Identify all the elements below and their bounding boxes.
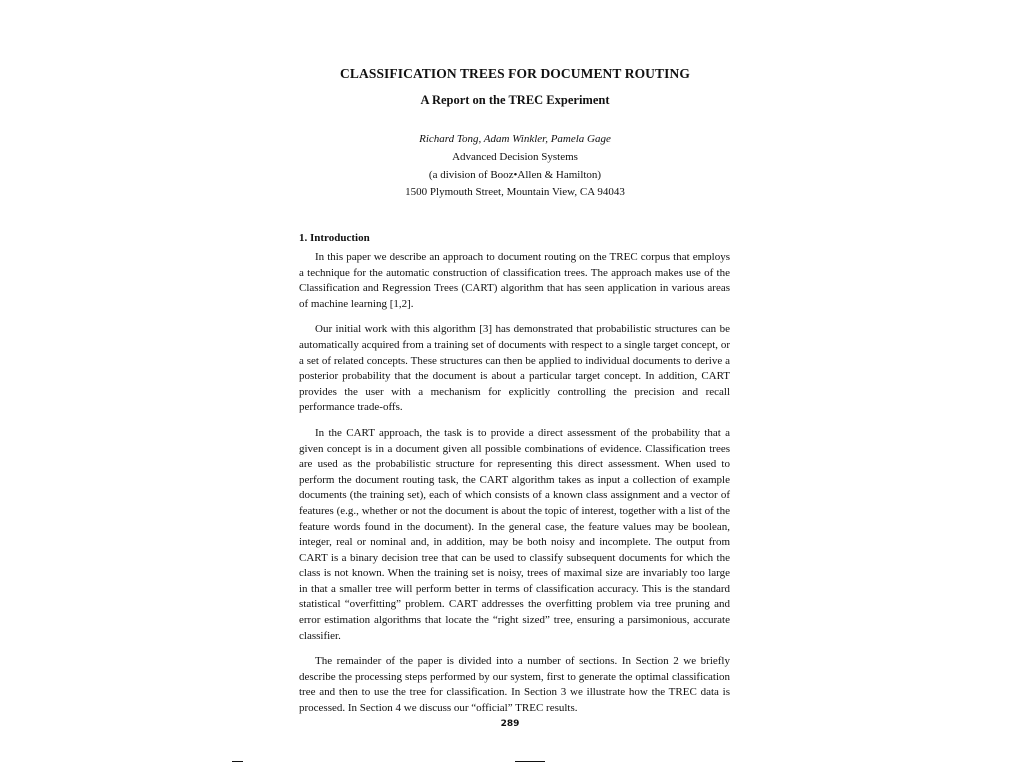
affiliation-address: 1500 Plymouth Street, Mountain View, CA 94043: [405, 186, 625, 198]
paragraph: The remainder of the paper is divided into a number of sections. In Section 2 we briefly describe the processing steps performed by our system, first to generate the optimal classification tree and then to use the tree for classification. In Section 3 we illustrate how the TREC data is processed. In Section 4 we discuss our “official” TREC results.: [299, 655, 730, 715]
affiliation-organization: Advanced Decision Systems: [452, 151, 578, 163]
author-list: Richard Tong, Adam Winkler, Pamela Gage: [419, 133, 611, 145]
footer-rule-right: [515, 761, 545, 762]
page-number: 289: [500, 719, 520, 729]
affiliation-parent-company: (a division of Booz•Allen & Hamilton): [428, 169, 602, 181]
section-body-introduction: [299, 250, 730, 727]
section-heading-introduction: 1. Introduction: [299, 232, 370, 244]
paragraph: In the CART approach, the task is to provide a direct assessment of the probability that a given concept is in a document given all possible combinations of evidence. Classification trees are used as the probabilistic structure for representing this direct assessment. When used to perform the document routing task, the CART algorithm takes as input a collection of example documents (the training set), each of which consists of a known class assignment and a vector of features (e.g., whether or not the document is about the topic of interest, together with a list of the feature words found in the document). In the general case, the feature values may be boolean, integer, real or nominal and, in addition, may be both noisy and incomplete. The output from CART is a binary decision tree that can be used to classify subsequent documents for which the class is not known. When the training set is noisy, trees of maximal size are invariably too large in that a smaller tree will perform better in terms of classification accuracy. This is the standard statistical “overfitting” problem. CART addresses the overfitting problem via tree pruning and error estimation algorithms that locate the “right sized” tree, ensuring a parsimonious, accurate classifier.: [299, 426, 730, 642]
paragraph: In this paper we describe an approach to document routing on the TREC corpus that employs a technique for the automatic construction of classification trees. The approach makes use of the Classification and Regression Trees (CART) algorithm that has seen application in various areas of machine learning [1,2].: [299, 251, 730, 310]
paper-title: CLASSIFICATION TREES FOR DOCUMENT ROUTING: [340, 66, 690, 81]
footer-rule-left: [232, 761, 243, 762]
paragraph: Our initial work with this algorithm [3] has demonstrated that probabilistic structures can be automatically acquired from a training set of documents with respect to a single target concept, or a set of related concepts. These structures can then be applied to individual documents to derive a posterior probability that the document is about a particular target concept. In addition, CART provides the user with a mechanism for explicitly controlling the precision and recall performance trade-offs.: [299, 323, 730, 414]
paper-subtitle: A Report on the TREC Experiment: [420, 93, 610, 107]
